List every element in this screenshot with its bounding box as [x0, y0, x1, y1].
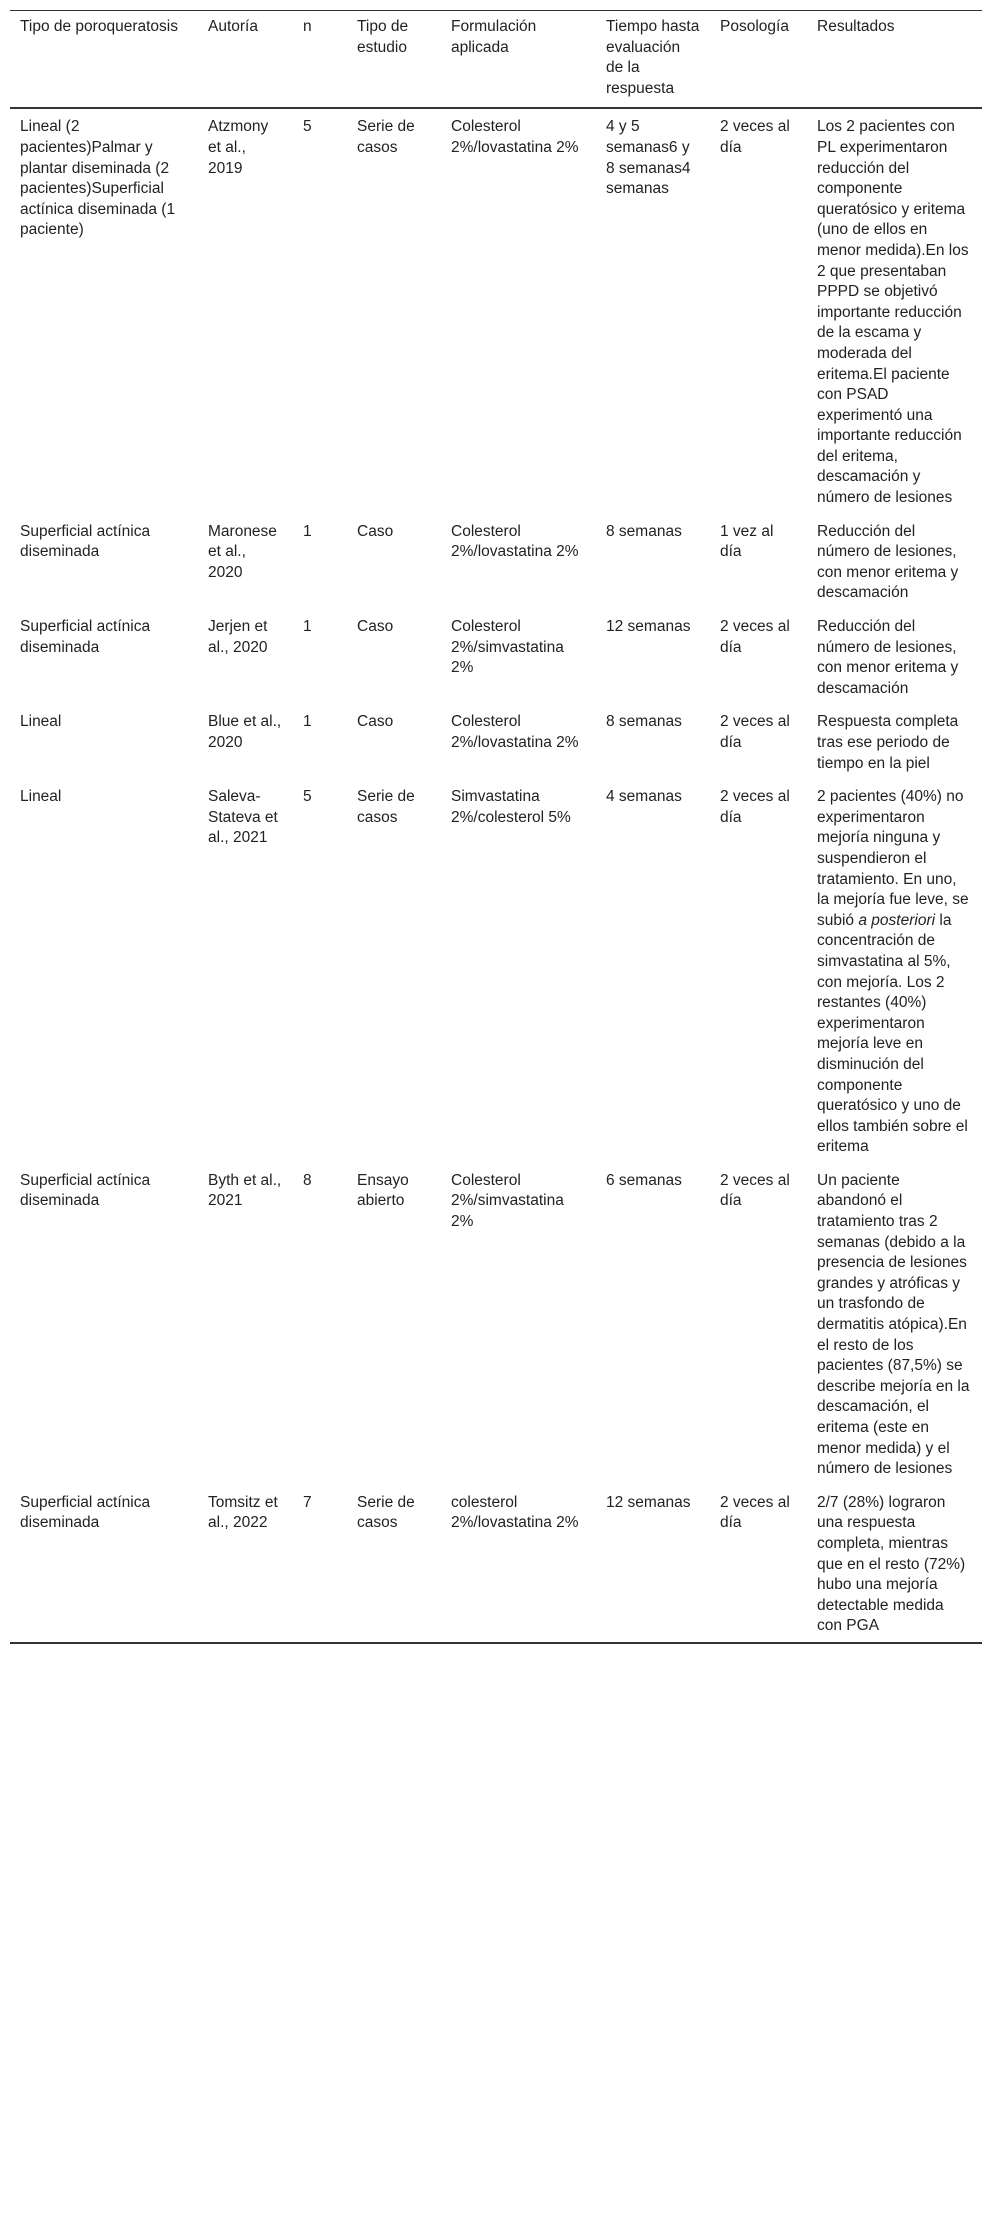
- cell-tipo-estudio: Caso: [357, 713, 394, 731]
- cell-n: 1: [303, 713, 312, 731]
- cell-formulacion: Colesterol 2%/lovastatina 2%: [451, 522, 579, 561]
- cell-tipo-estudio: Ensayo abierto: [357, 1171, 409, 1210]
- cell-formulacion: Simvastatina 2%/colesterol 5%: [451, 788, 571, 826]
- cell-posologia: 2 veces al día: [720, 1493, 790, 1532]
- header-tipo-estudio: Tipo de estudio: [357, 18, 409, 56]
- cell-resultados: [807, 1485, 982, 1643]
- cell-tipo: Superficial actínica diseminada: [20, 618, 151, 656]
- cell-formulacion: Colesterol 2%/lovastatina 2%: [451, 118, 579, 156]
- cell-resultados: [807, 609, 982, 704]
- cell-tipo-estudio: Serie de casos: [357, 1493, 415, 1532]
- cell-autoria: Saleva-Stateva et al., 2021: [208, 788, 278, 847]
- cell-tiempo: 8 semanas: [606, 713, 682, 731]
- cell-posologia: 2 veces al día: [720, 788, 790, 826]
- cell-tiempo: 4 y 5 semanas6 y 8 semanas4 semanas: [606, 118, 691, 198]
- cell-resultados: [807, 108, 982, 513]
- cell-resultados: [807, 1163, 982, 1485]
- header-row: [10, 11, 982, 109]
- table-row: [10, 514, 982, 609]
- cell-posologia: 1 vez al día: [720, 522, 774, 561]
- table-header: [10, 11, 982, 109]
- table-row: [10, 779, 982, 1163]
- cell-resultados: [807, 704, 982, 779]
- cell-resultados: [807, 514, 982, 609]
- table-row: [10, 108, 982, 513]
- cell-n: 1: [303, 618, 312, 636]
- cell-formulacion: colesterol 2%/lovastatina 2%: [451, 1493, 579, 1532]
- cell-formulacion: Colesterol 2%/simvastatina 2%: [451, 1171, 564, 1231]
- cell-tipo-estudio: Serie de casos: [357, 788, 415, 826]
- cell-tiempo: 12 semanas: [606, 618, 691, 636]
- cell-posologia: 2 veces al día: [720, 118, 790, 156]
- cell-posologia: 2 veces al día: [720, 618, 790, 656]
- cell-tiempo: 8 semanas: [606, 522, 682, 540]
- resultados-text-cont: la concentración de simvastatina al 5%, con mejoría. Los 2 restantes (40%) experimentaron mejoría leve en disminución del componente queratósico y uno de ellos también sobre el eritema: [817, 911, 968, 1156]
- cell-n: 7: [303, 1493, 312, 1511]
- cell-tiempo: 4 semanas: [606, 788, 682, 806]
- table-row: [10, 609, 982, 704]
- header-tipo: Tipo de poroqueratosis: [20, 18, 178, 35]
- cell-tiempo: 12 semanas: [606, 1493, 691, 1511]
- cell-autoria: Atzmony et al., 2019: [208, 118, 269, 177]
- cell-autoria: Tomsitz et al., 2022: [208, 1493, 278, 1532]
- cell-tipo: Superficial actínica diseminada: [20, 1493, 151, 1532]
- cell-resultados: [807, 779, 982, 1163]
- header-resultados: Resultados: [817, 18, 895, 35]
- cell-tipo-estudio: Caso: [357, 618, 394, 636]
- header-posologia: Posología: [720, 18, 789, 35]
- table-row: [10, 704, 982, 779]
- header-tiempo: Tiempo hasta evaluación de la respuesta: [606, 18, 700, 97]
- resultados-text: Reducción del número de lesiones, con menor eritema y descamación: [817, 618, 959, 697]
- cell-autoria: Maronese et al., 2020: [208, 522, 277, 581]
- cell-tipo: Lineal: [20, 788, 62, 806]
- resultados-text: Respuesta completa tras ese periodo de tiempo en la piel: [817, 713, 959, 772]
- header-n: n: [303, 18, 312, 35]
- cell-autoria: Byth et al., 2021: [208, 1171, 282, 1210]
- cell-n: 8: [303, 1171, 312, 1189]
- cell-n: 1: [303, 522, 312, 540]
- cell-n: 5: [303, 788, 312, 806]
- resultados-text: Reducción del número de lesiones, con menor eritema y descamación: [817, 522, 959, 602]
- header-formulacion: Formulación aplicada: [451, 18, 537, 56]
- cell-formulacion: Colesterol 2%/simvastatina 2%: [451, 618, 564, 677]
- table-body: [10, 108, 982, 1643]
- cell-autoria: Jerjen et al., 2020: [208, 618, 268, 656]
- cell-tipo: Lineal (2 pacientes)Palmar y plantar diseminada (2 pacientes)Superficial actínica diseminada (1 paciente): [20, 118, 176, 239]
- cell-tipo: Superficial actínica diseminada: [20, 522, 151, 561]
- cell-tipo-estudio: Caso: [357, 522, 394, 540]
- resultados-text: Los 2 pacientes con PL experimentaron reducción del componente queratósico y eritema (uno de ellos en menor medida).En los 2 que presentaban PPPD se objetivó importante reducción de la escama y moderada del eritema.El paciente con PSAD experimentó una importante reducción del eritema, descamación y número de lesiones: [817, 118, 969, 507]
- poroqueratosis-table: [10, 10, 982, 1644]
- cell-posologia: 2 veces al día: [720, 713, 790, 751]
- cell-tipo: Lineal: [20, 713, 62, 731]
- resultados-text: 2/7 (28%) lograron una respuesta completa, mientras que en el resto (72%) hubo una mejoría detectable medida con PGA: [817, 1493, 966, 1635]
- resultados-italic: a posteriori: [858, 911, 936, 929]
- resultados-text: 2 pacientes (40%) no experimentaron mejoría ninguna y suspendieron el tratamiento. En uno, la mejoría fue leve, se subió: [817, 788, 969, 929]
- resultados-text: Un paciente abandonó el tratamiento tras 2 semanas (debido a la presencia de lesiones grandes y atróficas y un trasfondo de dermatitis atópica).En el resto de los pacientes (87,5%) se describe mejoría en la descamación, el eritema (este en menor medida) y el número de lesiones: [817, 1171, 970, 1478]
- cell-posologia: 2 veces al día: [720, 1171, 790, 1210]
- header-autoria: Autoría: [208, 18, 258, 35]
- table-row: [10, 1163, 982, 1485]
- cell-n: 5: [303, 118, 312, 136]
- table-row: [10, 1485, 982, 1643]
- cell-formulacion: Colesterol 2%/lovastatina 2%: [451, 713, 579, 751]
- cell-tiempo: 6 semanas: [606, 1171, 682, 1189]
- cell-tipo: Superficial actínica diseminada: [20, 1171, 151, 1210]
- cell-tipo-estudio: Serie de casos: [357, 118, 415, 156]
- cell-autoria: Blue et al., 2020: [208, 713, 282, 751]
